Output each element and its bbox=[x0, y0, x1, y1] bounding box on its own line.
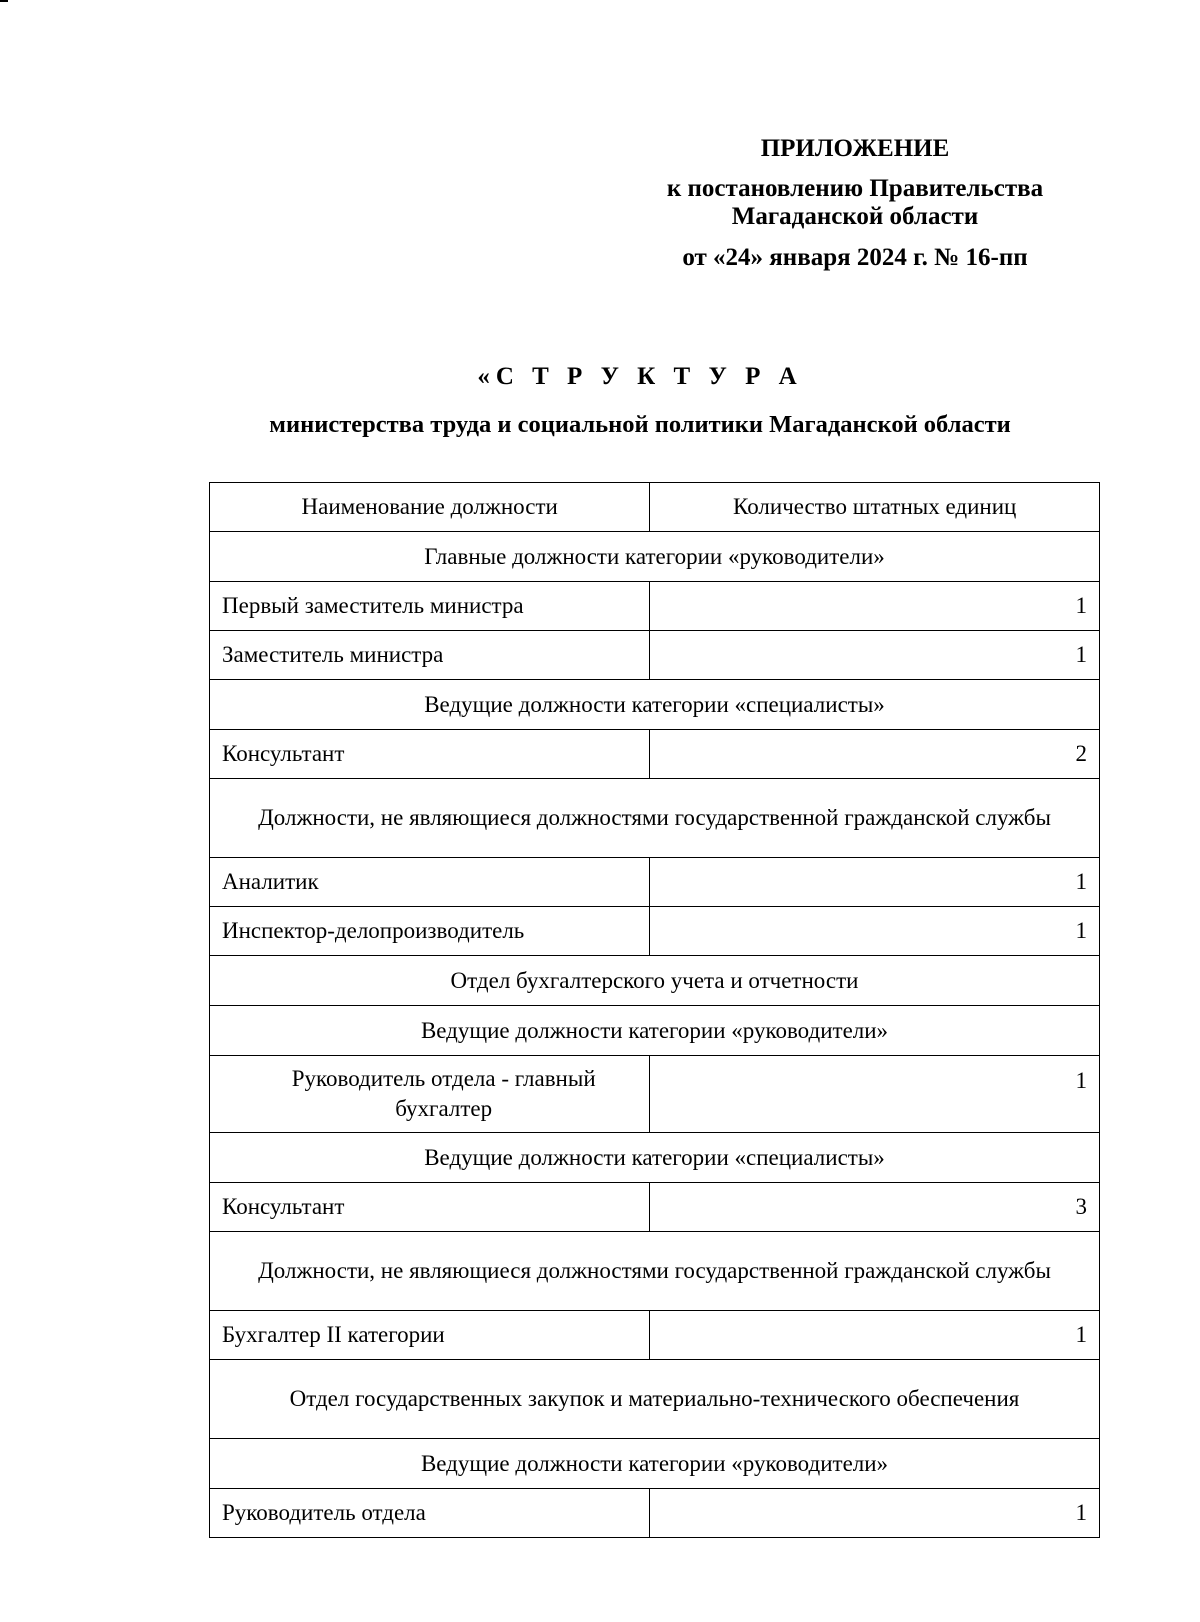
table-header-row bbox=[210, 483, 1100, 532]
position-name: Первый заместитель министра bbox=[210, 582, 650, 631]
section-row bbox=[210, 1006, 1100, 1056]
position-name: Бухгалтер II категории bbox=[210, 1311, 650, 1360]
table-row bbox=[210, 1183, 1100, 1232]
position-name: Руководитель отдела bbox=[210, 1489, 650, 1538]
position-name: Консультант bbox=[210, 730, 650, 779]
position-name: Заместитель министра bbox=[210, 631, 650, 680]
section-row bbox=[210, 532, 1100, 582]
position-name: Консультант bbox=[210, 1183, 650, 1232]
section-row bbox=[210, 1133, 1100, 1183]
appendix-reference-line-1: к постановлению Правительства bbox=[666, 175, 1044, 202]
department-label: Отдел бухгалтерского учета и отчетности bbox=[210, 956, 1100, 1006]
section-row bbox=[210, 1439, 1100, 1489]
position-count: 1 bbox=[650, 1489, 1100, 1538]
section-row bbox=[210, 956, 1100, 1006]
section-row bbox=[210, 779, 1100, 858]
department-label: Отдел государственных закупок и материально-технического обеспечения bbox=[210, 1360, 1100, 1439]
document-subtitle: министерства труда и социальной политики Магаданской области bbox=[269, 411, 1011, 438]
position-count: 1 bbox=[650, 582, 1100, 631]
section-label: Ведущие должности категории «руководители» bbox=[210, 1439, 1100, 1489]
table-row bbox=[210, 1489, 1100, 1538]
position-count: 1 bbox=[650, 1311, 1100, 1360]
position-count: 2 bbox=[650, 730, 1100, 779]
document-title: «С Т Р У К Т У Р А bbox=[477, 363, 803, 390]
position-count: 1 bbox=[650, 631, 1100, 680]
position-count: 1 bbox=[650, 858, 1100, 907]
table-row bbox=[210, 1311, 1100, 1360]
table-row bbox=[210, 631, 1100, 680]
header-staff-count: Количество штатных единиц bbox=[650, 483, 1100, 532]
section-label: Главные должности категории «руководители» bbox=[210, 532, 1100, 582]
section-label: Ведущие должности категории «руководители» bbox=[210, 1006, 1100, 1056]
appendix-reference-line-2: Магаданской области bbox=[731, 203, 979, 230]
position-count: 1 bbox=[650, 907, 1100, 956]
staffing-table bbox=[209, 482, 1100, 1538]
position-name: Аналитик bbox=[210, 858, 650, 907]
table-row bbox=[210, 907, 1100, 956]
section-row bbox=[210, 1360, 1100, 1439]
position-count: 1 bbox=[650, 1056, 1100, 1133]
appendix-title: ПРИЛОЖЕНИЕ bbox=[760, 135, 950, 162]
section-label: Должности, не являющиеся должностями государственной гражданской службы bbox=[210, 779, 1100, 858]
header-position-name: Наименование должности bbox=[210, 483, 650, 532]
scan-edge-mark bbox=[0, 0, 8, 2]
appendix-date-line: от «24» января 2024 г. № 16-пп bbox=[682, 244, 1028, 271]
table-row bbox=[210, 730, 1100, 779]
table-row bbox=[210, 858, 1100, 907]
position-name: Инспектор-делопроизводитель bbox=[210, 907, 650, 956]
table-row bbox=[210, 1056, 1100, 1133]
section-label: Ведущие должности категории «специалисты» bbox=[210, 680, 1100, 730]
section-label: Должности, не являющиеся должностями государственной гражданской службы bbox=[210, 1232, 1100, 1311]
table-row bbox=[210, 582, 1100, 631]
section-row bbox=[210, 680, 1100, 730]
section-row bbox=[210, 1232, 1100, 1311]
position-count: 3 bbox=[650, 1183, 1100, 1232]
section-label: Ведущие должности категории «специалисты» bbox=[210, 1133, 1100, 1183]
position-name: Руководитель отдела - главный бухгалтер bbox=[210, 1056, 650, 1133]
